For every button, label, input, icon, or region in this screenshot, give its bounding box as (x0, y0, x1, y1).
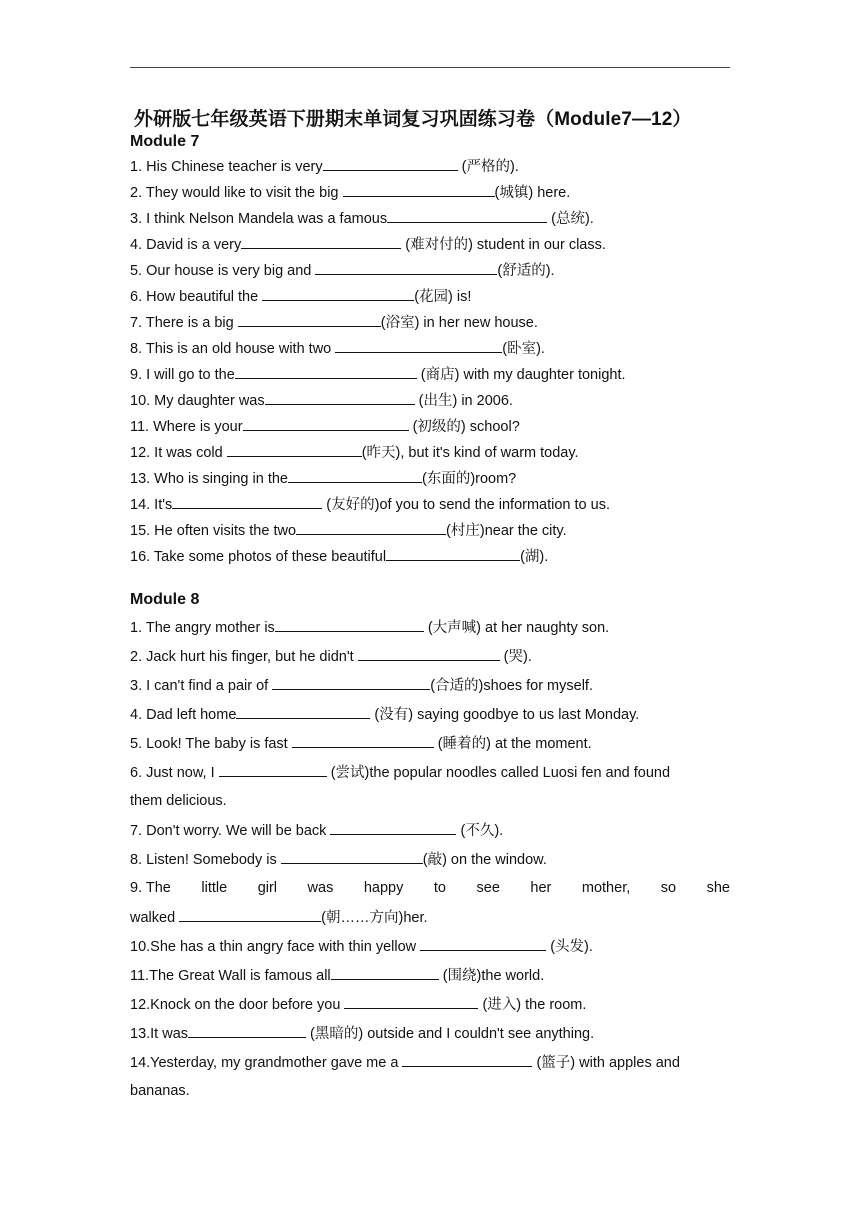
answer-blank[interactable] (265, 391, 415, 405)
header-rule (130, 67, 730, 68)
answer-blank[interactable] (275, 618, 424, 632)
module7-heading: Module 7 (130, 133, 200, 150)
question-line: 7. Don't worry. We will be back (不久). (130, 823, 504, 839)
answer-blank[interactable] (281, 850, 423, 864)
question-line: 13. Who is singing in the (东面的)room? (130, 471, 517, 487)
question-line: 16. Take some photos of these beautiful (湖). (130, 549, 549, 565)
answer-blank[interactable] (344, 995, 478, 1009)
answer-blank[interactable] (331, 966, 439, 980)
question-line: 11.The Great Wall is famous all (围绕)the world. (130, 968, 545, 984)
question-line-continuation: them delicious. (130, 793, 227, 809)
answer-blank[interactable] (323, 157, 458, 171)
question-line: 14.Yesterday, my grandmother gave me a (篮子) with apples and (130, 1055, 680, 1071)
answer-blank[interactable] (330, 821, 456, 835)
answer-blank[interactable] (262, 287, 414, 301)
question-line: 5. Look! The baby is fast (睡着的) at the moment. (130, 736, 592, 752)
question-line: 8. This is an old house with two (卧室). (130, 341, 545, 357)
question-line: 2. Jack hurt his finger, but he didn't (哭). (130, 649, 532, 665)
question-line: 15. He often visits the two (村庄)near the city. (130, 523, 567, 539)
question-line-continuation: walked (朝……方向)her. (130, 910, 428, 926)
answer-blank[interactable] (292, 734, 434, 748)
question-line: 2. They would like to visit the big (城镇) here. (130, 185, 571, 201)
question-line: 3. I can't find a pair of (合适的)shoes for myself. (130, 678, 593, 694)
question-line: 5. Our house is very big and (舒适的). (130, 263, 555, 279)
answer-blank[interactable] (227, 443, 362, 457)
question-line: 4. Dad left home (没有) saying goodbye to us last Monday. (130, 707, 640, 723)
answer-blank[interactable] (315, 261, 497, 275)
answer-blank[interactable] (420, 937, 546, 951)
answer-blank[interactable] (243, 417, 409, 431)
answer-blank[interactable] (179, 908, 321, 922)
question-line: 7. There is a big (浴室) in her new house. (130, 315, 538, 331)
question-line: 14. It's (友好的)of you to send the information to us. (130, 497, 610, 513)
question-line: 4. David is a very (难对付的) student in our class. (130, 237, 606, 253)
answer-blank[interactable] (236, 705, 370, 719)
answer-blank[interactable] (241, 235, 401, 249)
answer-blank[interactable] (188, 1024, 306, 1038)
question-line-continuation: bananas. (130, 1083, 190, 1099)
answer-blank[interactable] (219, 763, 327, 777)
page-title: 外研版七年级英语下册期末单词复习巩固练习卷（Module7—12） (134, 109, 692, 130)
question-line-justified: 9. The little girl was happy to see her mother, so she (130, 880, 730, 896)
answer-blank[interactable] (235, 365, 417, 379)
question-line: 12.Knock on the door before you (进入) the room. (130, 997, 587, 1013)
question-line: 10. My daughter was (出生) in 2006. (130, 393, 513, 409)
question-line: 11. Where is your (初级的) school? (130, 419, 520, 435)
answer-blank[interactable] (296, 521, 446, 535)
answer-blank[interactable] (172, 495, 322, 509)
module8-heading: Module 8 (130, 591, 200, 608)
question-line: 6. How beautiful the (花园) is! (130, 289, 472, 305)
answer-blank[interactable] (272, 676, 430, 690)
question-line: 10.She has a thin angry face with thin yellow (头发). (130, 939, 593, 955)
question-line: 9. I will go to the (商店) with my daughter tonight. (130, 367, 626, 383)
answer-blank[interactable] (335, 339, 502, 353)
answer-blank[interactable] (343, 183, 495, 197)
answer-blank[interactable] (238, 313, 381, 327)
question-line: 1. The angry mother is (大声喊) at her naughty son. (130, 620, 610, 636)
question-line: 12. It was cold (昨天), but it's kind of warm today. (130, 445, 579, 461)
question-line: 1. His Chinese teacher is very (严格的). (130, 159, 519, 175)
answer-blank[interactable] (387, 209, 547, 223)
answer-blank[interactable] (358, 647, 500, 661)
answer-blank[interactable] (288, 469, 422, 483)
answer-blank[interactable] (386, 547, 520, 561)
question-line: 3. I think Nelson Mandela was a famous (总统). (130, 211, 594, 227)
question-line: 6. Just now, I (尝试)the popular noodles called Luosi fen and found (130, 765, 671, 781)
question-line: 8. Listen! Somebody is (敲) on the window. (130, 852, 547, 868)
question-line: 13.It was (黑暗的) outside and I couldn't see anything. (130, 1026, 595, 1042)
answer-blank[interactable] (402, 1053, 532, 1067)
